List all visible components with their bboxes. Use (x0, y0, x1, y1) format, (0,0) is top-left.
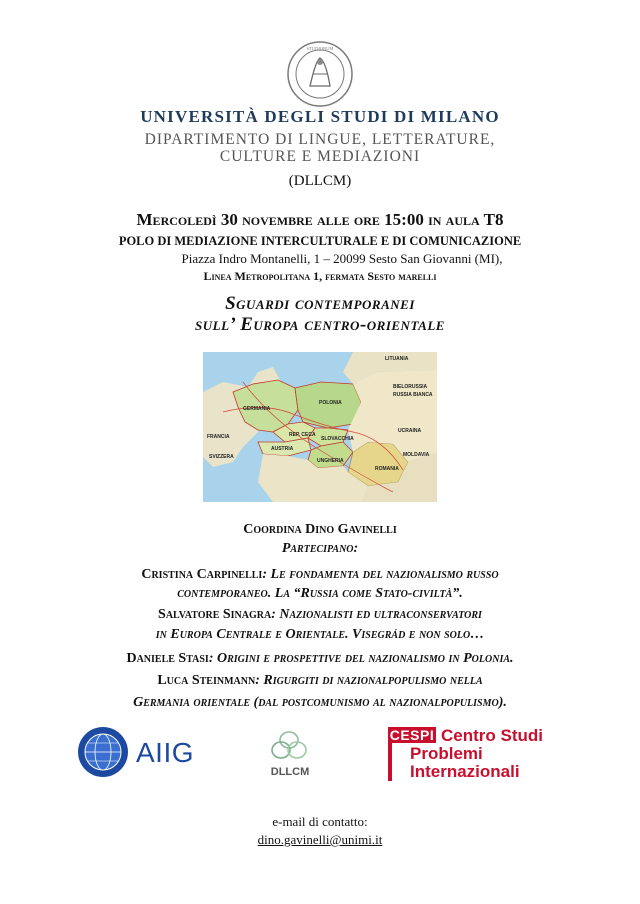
map-label-bielorussia: BIELORUSSIA (393, 384, 428, 390)
contact-email-wrapper (0, 832, 640, 848)
map-label-moldavia: MOLDAVIA (403, 452, 430, 458)
talk-title: Germania orientale (dal postcomunismo al nazionalpopulismo). (133, 695, 507, 710)
participants-heading: Partecipano: (281, 541, 359, 556)
event-metro: Linea Metropolitana 1, fermata Sesto marelli (203, 269, 437, 283)
map-label-austria: AUSTRIA (271, 446, 294, 452)
university-seal-logo (286, 40, 354, 108)
talk-4-line2 (0, 695, 640, 711)
map-label-svizzera: SVIZZERA (209, 454, 234, 460)
talk-title: : Le fondamenta del nazionalismo russo (262, 567, 499, 582)
speaker-name: Salvatore Sinagra (158, 607, 272, 622)
talk-title: : Nazionalisti ed ultraconservatori (271, 607, 482, 622)
europe-map-image (203, 352, 437, 502)
aiig-globe-logo (77, 726, 129, 778)
talk-2-line2 (0, 627, 640, 643)
map-label-ungheria: UNGHERIA (317, 458, 344, 464)
cespi-line2: Problemi (410, 744, 483, 763)
map-label-lituania: LITUANIA (385, 356, 409, 362)
speaker-name: Luca Steinmann (157, 673, 256, 688)
talk-title: contemporaneo. La “Russia come Stato-civiltà”. (177, 586, 463, 601)
department-acronym: (DLLCM) (288, 173, 352, 189)
map-label-germania: GERMANIA (243, 406, 271, 412)
event-date: Mercoledì 30 novembre alle ore 15:00 in aula T8 (136, 210, 504, 229)
talk-1-line1 (0, 567, 640, 583)
map-label-slovacchia: SLOVACCHIA (321, 436, 354, 442)
talk-title: : Origini e prospettive del nazionalismo in Polonia. (208, 651, 514, 666)
dllcm-knot-logo (266, 728, 312, 762)
talk-2-line1 (0, 607, 640, 623)
talk-3-line1 (0, 651, 640, 667)
map-label-polonia: POLONIA (319, 400, 342, 406)
event-address: Piazza Indro Montanelli, 1 – 20099 Sesto San Giovanni (MI), (181, 251, 503, 266)
event-title-line1: Sguardi contemporanei (225, 293, 415, 314)
contact-label: e-mail di contatto: (272, 814, 368, 829)
talk-1-line2 (0, 586, 640, 602)
dllcm-logo-text: DLLCM (270, 766, 310, 778)
map-label-ucraina: UCRAINA (398, 428, 422, 434)
cespi-tag: CESPI (389, 727, 435, 743)
university-name: UNIVERSITÀ DEGLI STUDI DI MILANO (140, 107, 500, 126)
department-name-line2: CULTURE E MEDIAZIONI (219, 148, 421, 165)
aiig-logo-text: AIIG (136, 737, 195, 768)
speaker-name: Cristina Carpinelli (141, 567, 263, 582)
speaker-name: Daniele Stasi (126, 651, 209, 666)
map-label-romania: ROMANIA (375, 466, 399, 472)
map-label-francia: FRANCIA (207, 434, 230, 440)
cespi-line3: Internazionali (410, 762, 520, 781)
department-name-line1: DIPARTIMENTO DI LINGUE, LETTERATURE, (144, 131, 496, 148)
talk-4-line1 (0, 673, 640, 689)
cespi-logo (388, 727, 569, 781)
event-venue: POLO DI MEDIAZIONE INTERCULTURALE E DI COMUNICAZIONE (118, 234, 522, 248)
cespi-line1: Centro Studi (441, 726, 543, 745)
coordinator: Coordina Dino Gavinelli (243, 522, 397, 537)
event-title-line2: sull’ Europa centro-orientale (195, 314, 445, 335)
talk-title: in Europa Centrale e Orientale. Visegrád e non solo… (155, 627, 485, 642)
map-label-rep-ceca: REP. CECA (289, 432, 316, 438)
talk-title: : Rigurgiti di nazionalpopulismo nella (255, 673, 483, 688)
map-label-russia-bianca: RUSSIA BIANCA (393, 392, 433, 398)
contact-email-link[interactable]: dino.gavinelli@unimi.it (257, 832, 383, 847)
svg-text:STUDIORUM: STUDIORUM (306, 46, 334, 51)
